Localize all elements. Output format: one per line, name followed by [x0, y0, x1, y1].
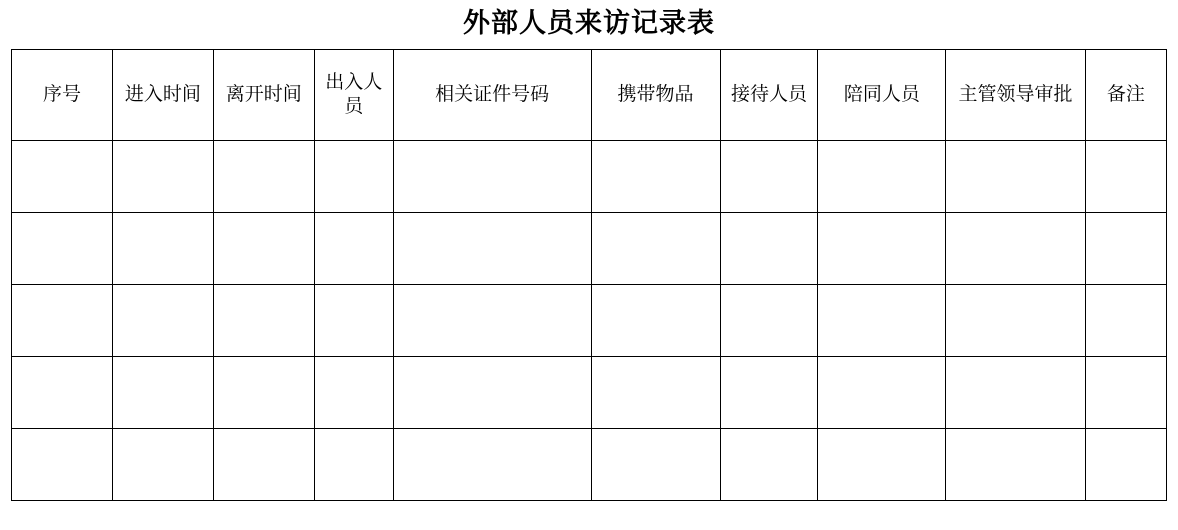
cell-id-number[interactable]	[393, 429, 591, 501]
cell-remarks[interactable]	[1085, 285, 1166, 357]
cell-carried-items[interactable]	[591, 357, 720, 429]
cell-sequence[interactable]	[12, 357, 113, 429]
column-header-receptionist: 接待人员	[720, 50, 818, 141]
cell-entry-time[interactable]	[112, 213, 213, 285]
cell-exit-time[interactable]	[213, 285, 314, 357]
table-row	[12, 357, 1167, 429]
table-row	[12, 141, 1167, 213]
cell-entry-time[interactable]	[112, 357, 213, 429]
cell-receptionist[interactable]	[720, 285, 818, 357]
cell-sequence[interactable]	[12, 141, 113, 213]
table-header-row	[12, 50, 1167, 141]
cell-entry-time[interactable]	[112, 285, 213, 357]
cell-visitor[interactable]	[314, 285, 393, 357]
column-header-escort: 陪同人员	[818, 50, 946, 141]
column-header-remarks: 备注	[1085, 50, 1166, 141]
page-title: 外部人员来访记录表	[463, 8, 715, 38]
cell-receptionist[interactable]	[720, 357, 818, 429]
column-header-id-number: 相关证件号码	[393, 50, 591, 141]
cell-remarks[interactable]	[1085, 429, 1166, 501]
cell-remarks[interactable]	[1085, 141, 1166, 213]
cell-sequence[interactable]	[12, 285, 113, 357]
cell-escort[interactable]	[818, 141, 946, 213]
column-header-visitor: 出入人员	[314, 50, 393, 141]
cell-remarks[interactable]	[1085, 357, 1166, 429]
cell-id-number[interactable]	[393, 213, 591, 285]
cell-approval[interactable]	[946, 141, 1085, 213]
cell-approval[interactable]	[946, 357, 1085, 429]
cell-escort[interactable]	[818, 357, 946, 429]
cell-receptionist[interactable]	[720, 213, 818, 285]
table-row	[12, 213, 1167, 285]
column-header-approval: 主管领导审批	[946, 50, 1085, 141]
visitor-record-table	[11, 49, 1167, 501]
column-header-exit-time: 离开时间	[213, 50, 314, 141]
cell-escort[interactable]	[818, 285, 946, 357]
cell-id-number[interactable]	[393, 357, 591, 429]
cell-exit-time[interactable]	[213, 213, 314, 285]
cell-receptionist[interactable]	[720, 141, 818, 213]
cell-visitor[interactable]	[314, 141, 393, 213]
column-header-sequence: 序号	[12, 50, 113, 141]
cell-entry-time[interactable]	[112, 141, 213, 213]
cell-escort[interactable]	[818, 429, 946, 501]
cell-visitor[interactable]	[314, 357, 393, 429]
table-row	[12, 429, 1167, 501]
cell-approval[interactable]	[946, 285, 1085, 357]
cell-carried-items[interactable]	[591, 141, 720, 213]
cell-carried-items[interactable]	[591, 213, 720, 285]
cell-exit-time[interactable]	[213, 141, 314, 213]
cell-visitor[interactable]	[314, 429, 393, 501]
column-header-carried-items: 携带物品	[591, 50, 720, 141]
cell-escort[interactable]	[818, 213, 946, 285]
cell-id-number[interactable]	[393, 141, 591, 213]
cell-visitor[interactable]	[314, 213, 393, 285]
table-row	[12, 285, 1167, 357]
cell-sequence[interactable]	[12, 429, 113, 501]
cell-carried-items[interactable]	[591, 285, 720, 357]
cell-receptionist[interactable]	[720, 429, 818, 501]
cell-remarks[interactable]	[1085, 213, 1166, 285]
cell-exit-time[interactable]	[213, 429, 314, 501]
cell-approval[interactable]	[946, 213, 1085, 285]
cell-sequence[interactable]	[12, 213, 113, 285]
cell-approval[interactable]	[946, 429, 1085, 501]
cell-carried-items[interactable]	[591, 429, 720, 501]
cell-entry-time[interactable]	[112, 429, 213, 501]
cell-id-number[interactable]	[393, 285, 591, 357]
column-header-entry-time: 进入时间	[112, 50, 213, 141]
cell-exit-time[interactable]	[213, 357, 314, 429]
